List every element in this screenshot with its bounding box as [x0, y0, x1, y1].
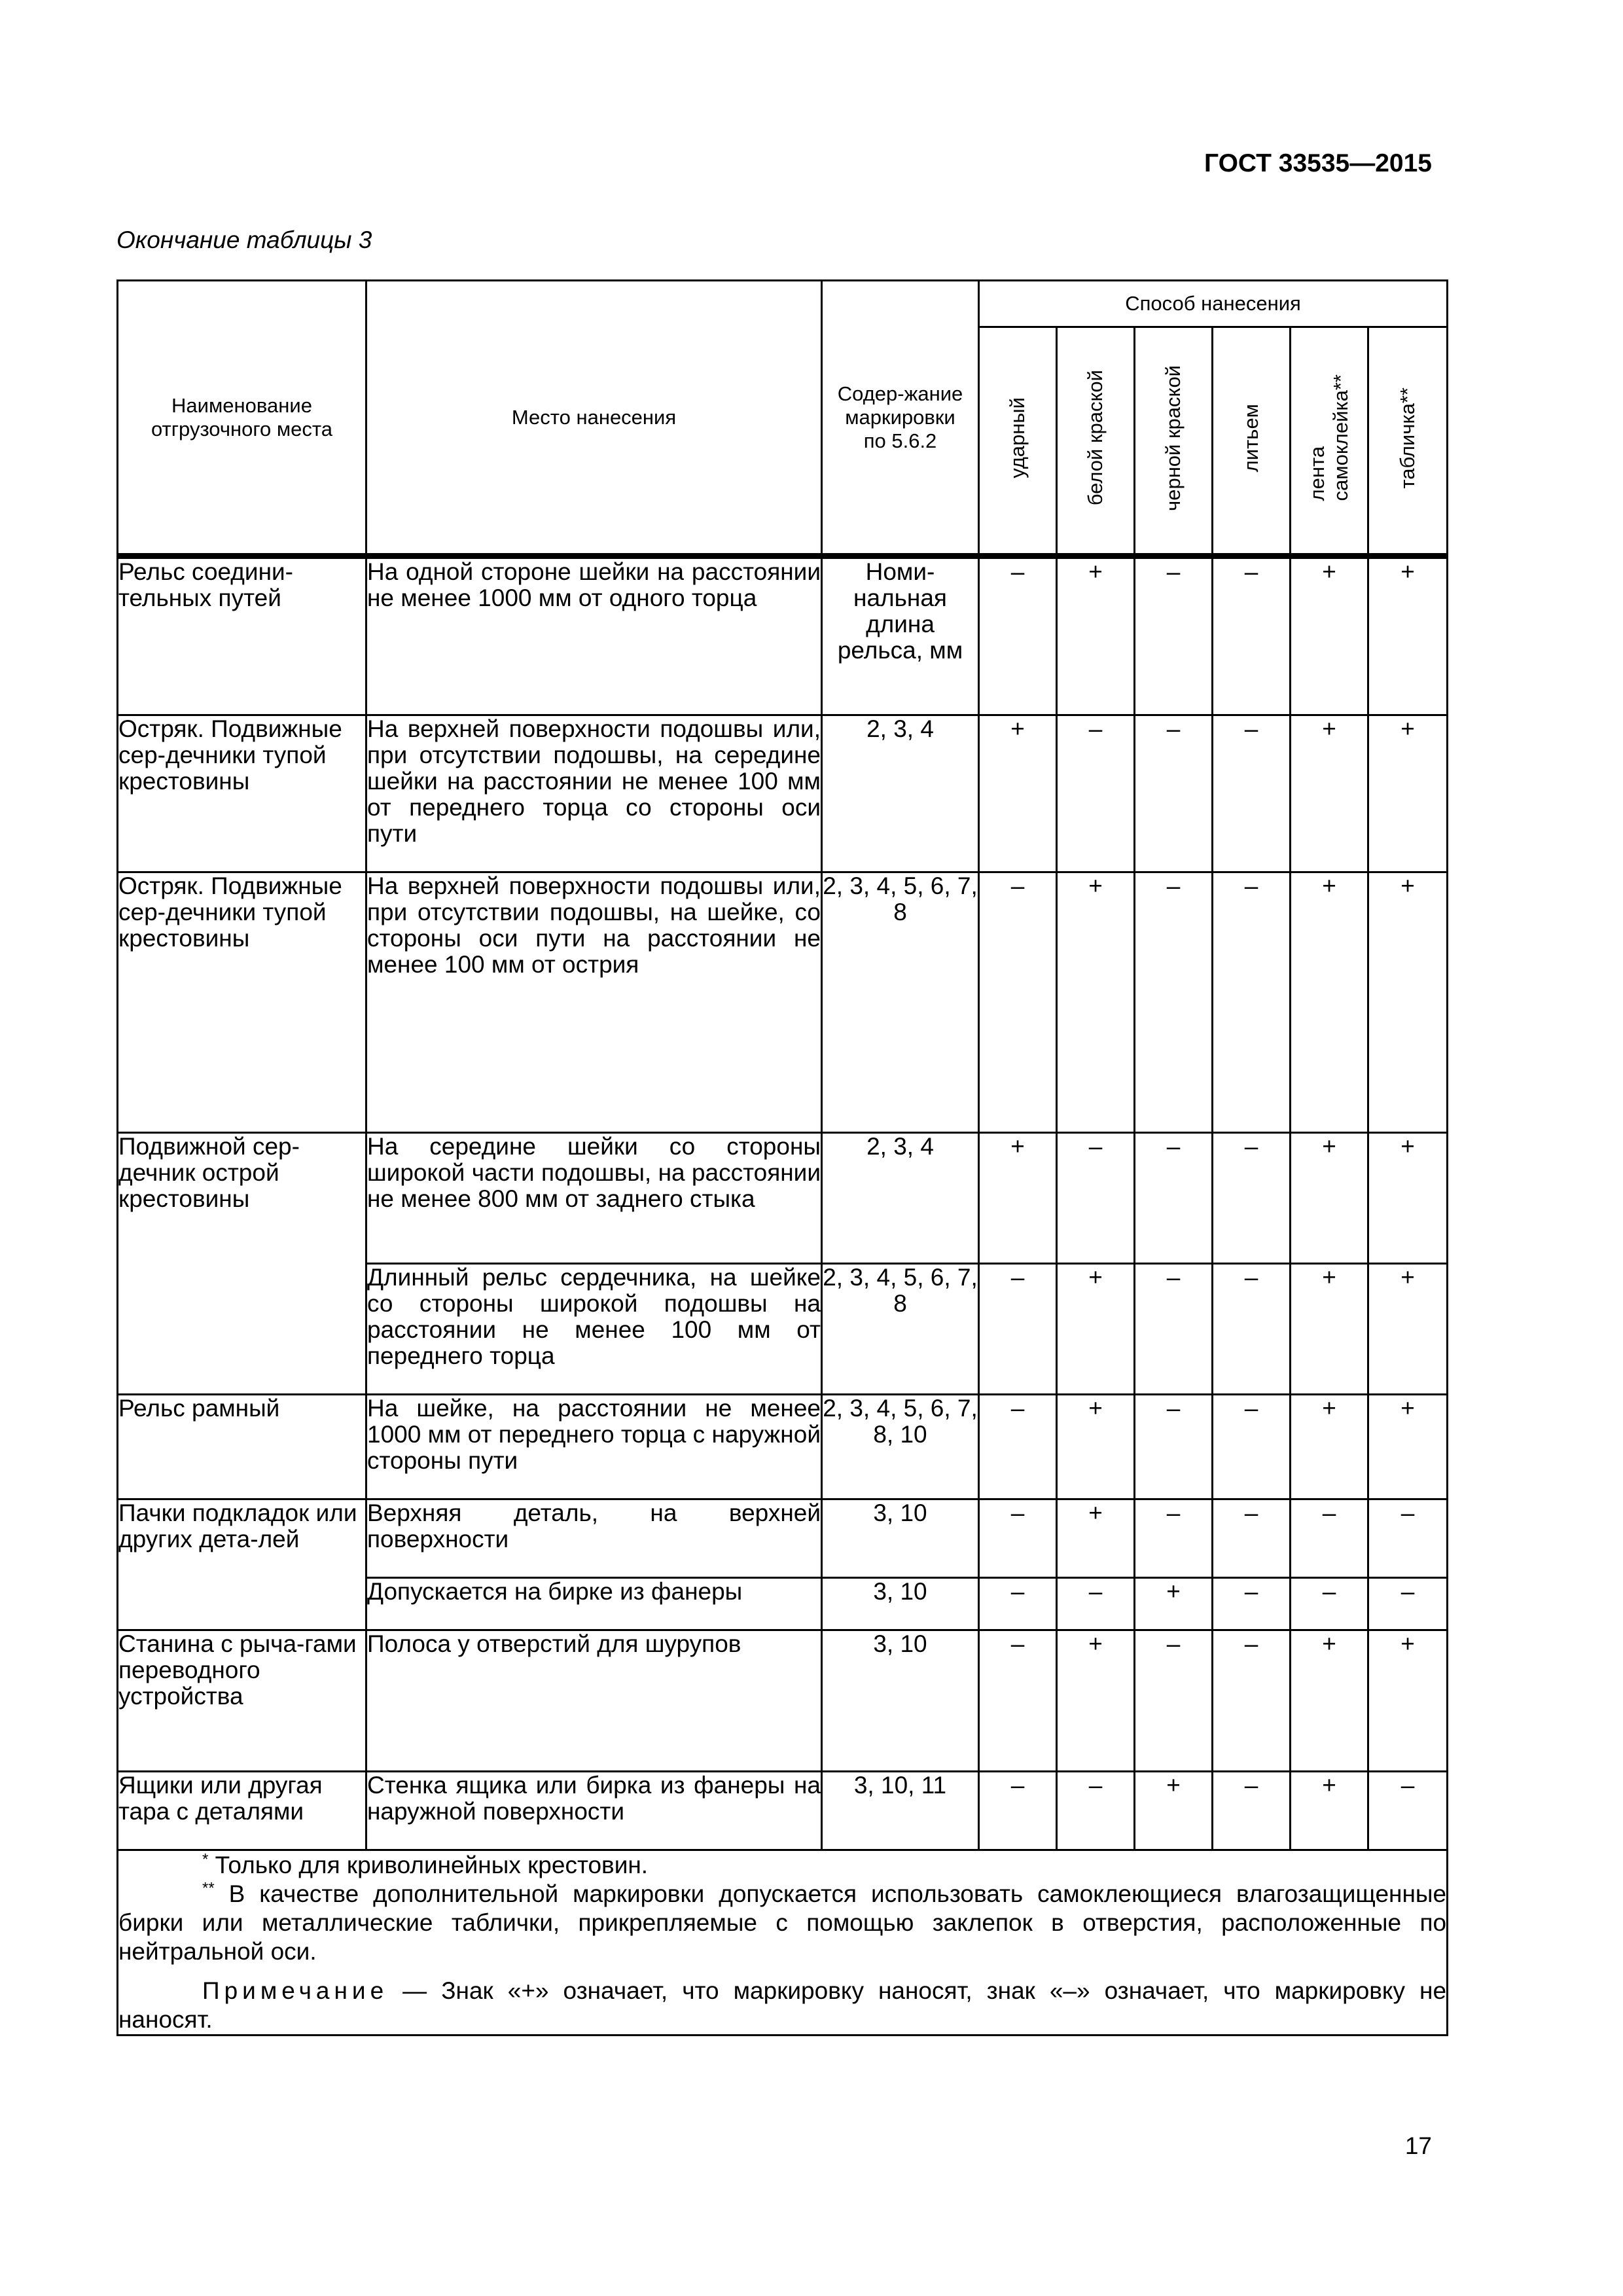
table-row — [118, 556, 1448, 715]
cell-mark: – — [1368, 1578, 1448, 1630]
cell-place: На середине шейки со стороны широкой части подошвы, на расстоянии не менее 800 мм от заднего стыка — [366, 1133, 822, 1264]
header-method-white: белой краской — [1057, 327, 1135, 556]
standard-code: ГОСТ 33535—2015 — [1204, 149, 1432, 177]
cell-mark: – — [1213, 556, 1291, 715]
header-method-udarny: ударный — [979, 327, 1057, 556]
cell-place: Полоса у отверстий для шурупов — [366, 1630, 822, 1772]
cell-mark: – — [1135, 556, 1213, 715]
cell-mark: – — [1135, 1630, 1213, 1772]
footnote-double-star: ** В качестве дополнительной маркировки допускается использовать самоклеющиеся влагозащищенные бирки или металлические таблички, прикрепляемые с помощью заклепок в отверстия, расположенные по нейтральной оси. — [118, 1879, 1447, 1965]
cell-mark: – — [1291, 1499, 1368, 1578]
cell-mark: + — [1368, 715, 1448, 872]
cell-mark: + — [1291, 715, 1368, 872]
cell-mark: – — [1213, 1772, 1291, 1850]
cell-name: Рельс рамный — [118, 1395, 366, 1499]
cell-mark: – — [1135, 1133, 1213, 1264]
cell-mark: – — [979, 1578, 1057, 1630]
cell-mark: + — [1291, 1395, 1368, 1499]
cell-mark: + — [1291, 1264, 1368, 1395]
cell-mark: + — [1291, 1772, 1368, 1850]
cell-mark: – — [1291, 1578, 1368, 1630]
cell-mark: – — [1213, 1395, 1291, 1499]
cell-mark: + — [1057, 1264, 1135, 1395]
cell-mark: – — [979, 556, 1057, 715]
cell-place: Длинный рельс сердечника, на шейке со стороны широкой подошвы на расстоянии не менее 100 мм от переднего торца — [366, 1264, 822, 1395]
note-label: Примечание — [202, 1977, 389, 2004]
header-method-cast: литьем — [1213, 327, 1291, 556]
cell-mark: – — [979, 872, 1057, 1133]
cell-mark: – — [1368, 1772, 1448, 1850]
table-row — [118, 1133, 1448, 1264]
cell-mark: + — [1057, 872, 1135, 1133]
table-row — [118, 1395, 1448, 1499]
cell-mark: + — [1135, 1578, 1213, 1630]
cell-mark: – — [1057, 1133, 1135, 1264]
cell-mark: – — [1135, 1395, 1213, 1499]
cell-name: Остряк. Подвижные сер-дечники тупой крестовины — [118, 715, 366, 872]
cell-name: Пачки подкладок или других дета-лей — [118, 1499, 366, 1630]
table-row — [118, 715, 1448, 872]
cell-name: Остряк. Подвижные сер-дечники тупой крестовины — [118, 872, 366, 1133]
cell-mark: – — [1368, 1499, 1448, 1578]
cell-content: 3, 10, 11 — [822, 1772, 979, 1850]
note-text: — Знак «+» означает, что маркировку наносят, знак «–» означает, что маркировку не наносят. — [118, 1977, 1447, 2033]
cell-mark: + — [979, 715, 1057, 872]
table-caption: Окончание таблицы 3 — [116, 226, 372, 253]
cell-place: Стенка ящика или бирка из фанеры на наружной поверхности — [366, 1772, 822, 1850]
cell-mark: + — [1368, 872, 1448, 1133]
cell-mark: – — [1057, 715, 1135, 872]
cell-mark: – — [979, 1630, 1057, 1772]
marking-table — [116, 279, 1448, 2036]
cell-content: 2, 3, 4, 5, 6, 7, 8, 10 — [822, 1395, 979, 1499]
header-method-group: Способ нанесения — [979, 281, 1448, 327]
cell-mark: – — [979, 1395, 1057, 1499]
cell-mark: + — [1135, 1772, 1213, 1850]
cell-mark: + — [1291, 1630, 1368, 1772]
cell-name: Рельс соедини-тельных путей — [118, 556, 366, 715]
cell-mark: – — [1135, 872, 1213, 1133]
cell-mark: – — [979, 1264, 1057, 1395]
cell-mark: + — [1057, 1395, 1135, 1499]
cell-mark: + — [1368, 1630, 1448, 1772]
cell-place: На шейке, на расстоянии не менее 1000 мм от переднего торца с наружной стороны пути — [366, 1395, 822, 1499]
cell-content: 3, 10 — [822, 1578, 979, 1630]
cell-content: 2, 3, 4 — [822, 715, 979, 872]
header-place: Место нанесения — [366, 281, 822, 556]
cell-mark: – — [1213, 1133, 1291, 1264]
header-name: Наименование отгрузочного места — [118, 281, 366, 556]
cell-content: 3, 10 — [822, 1499, 979, 1578]
cell-mark: + — [1291, 1133, 1368, 1264]
cell-mark: – — [1135, 1499, 1213, 1578]
cell-place: На одной стороне шейки на расстоянии не менее 1000 мм от одного торца — [366, 556, 822, 715]
cell-name: Станина с рыча-гами переводного устройства — [118, 1630, 366, 1772]
footnotes-row — [118, 1850, 1448, 2036]
footnote-single-star: * Только для криволинейных крестовин. — [202, 1850, 649, 1878]
header-method-tape: лента самоклейка** — [1291, 327, 1368, 556]
cell-mark: – — [1057, 1772, 1135, 1850]
cell-mark: + — [1057, 1499, 1135, 1578]
cell-place: Верхняя деталь, на верхней поверхности — [366, 1499, 822, 1578]
cell-mark: – — [1213, 1578, 1291, 1630]
cell-mark: – — [1213, 1630, 1291, 1772]
cell-mark: + — [1368, 1133, 1448, 1264]
cell-name: Подвижной сер-дечник острой крестовины — [118, 1133, 366, 1395]
cell-content: 2, 3, 4, 5, 6, 7, 8 — [822, 1264, 979, 1395]
header-content: Содер-жание маркировки по 5.6.2 — [822, 281, 979, 556]
cell-mark: + — [1057, 1630, 1135, 1772]
cell-mark: – — [1213, 1264, 1291, 1395]
cell-mark: – — [1213, 1499, 1291, 1578]
cell-mark: – — [1213, 715, 1291, 872]
cell-mark: – — [1135, 1264, 1213, 1395]
cell-place: На верхней поверхности подошвы или, при отсутствии подошвы, на шейке, со стороны оси пути на расстоянии не менее 100 мм от острия — [366, 872, 822, 1133]
cell-content: 2, 3, 4, 5, 6, 7, 8 — [822, 872, 979, 1133]
table-row — [118, 872, 1448, 1133]
table-row — [118, 1630, 1448, 1772]
cell-mark: + — [1368, 1264, 1448, 1395]
footnotes — [118, 1850, 1448, 2036]
cell-content: 2, 3, 4 — [822, 1133, 979, 1264]
table-row — [118, 1772, 1448, 1850]
cell-content: 3, 10 — [822, 1630, 979, 1772]
cell-content: Номи-нальная длина рельса, мм — [822, 556, 979, 715]
table-row — [118, 1499, 1448, 1578]
header-method-plate: табличка** — [1368, 327, 1448, 556]
page-number: 17 — [1404, 2132, 1432, 2159]
cell-mark: + — [979, 1133, 1057, 1264]
cell-mark: + — [1291, 872, 1368, 1133]
cell-mark: – — [979, 1772, 1057, 1850]
cell-mark: – — [1057, 1578, 1135, 1630]
cell-place: На верхней поверхности подошвы или, при отсутствии подошвы, на середине шейки на расстоянии не менее 100 мм от переднего торца со стороны оси пути — [366, 715, 822, 872]
cell-mark: – — [1135, 715, 1213, 872]
cell-mark: + — [1368, 1395, 1448, 1499]
cell-name: Ящики или другая тара с деталями — [118, 1772, 366, 1850]
cell-mark: + — [1368, 556, 1448, 715]
cell-mark: – — [979, 1499, 1057, 1578]
cell-mark: + — [1291, 556, 1368, 715]
table-note — [118, 1977, 1446, 2034]
cell-place: Допускается на бирке из фанеры — [366, 1578, 822, 1630]
cell-mark: + — [1057, 556, 1135, 715]
header-method-black: черной краской — [1135, 327, 1213, 556]
cell-mark: – — [1213, 872, 1291, 1133]
